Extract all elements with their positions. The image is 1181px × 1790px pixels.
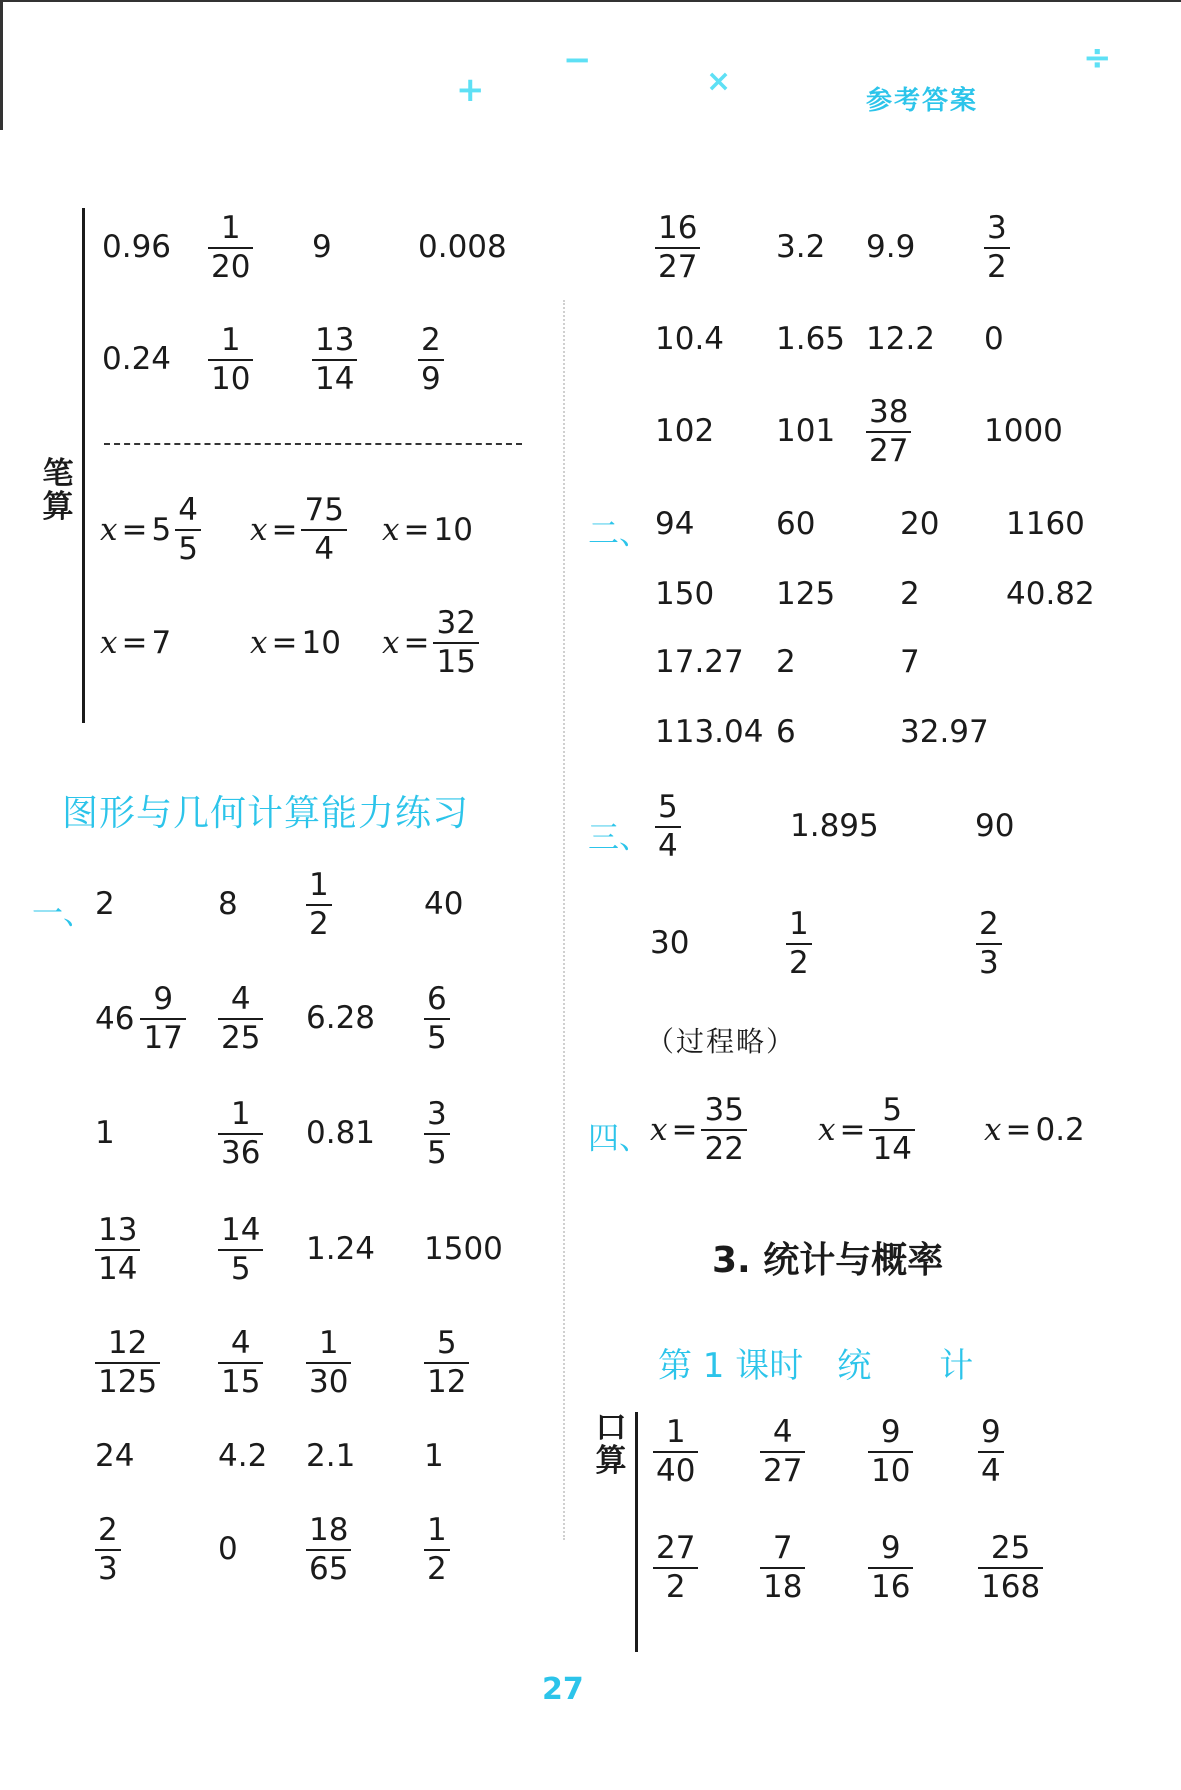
numerator: 1 <box>318 1325 339 1361</box>
denominator: 25 <box>221 1019 261 1056</box>
equation-answer <box>984 1093 1085 1167</box>
answer-value: 0.24 <box>102 341 172 377</box>
answer-value: 150 <box>655 576 715 612</box>
denominator: 3 <box>979 944 999 981</box>
denominator: 14 <box>98 1250 138 1287</box>
answer-value: 0.008 <box>418 229 507 265</box>
numerator: 2 <box>979 906 999 942</box>
part2-marker: 二、 <box>588 516 650 552</box>
answer-value: 32.97 <box>900 714 989 750</box>
answer-value: 9 <box>312 229 332 265</box>
equals-sign: = <box>839 1112 866 1148</box>
denominator: 4 <box>981 1452 1001 1489</box>
denominator: 16 <box>871 1568 911 1605</box>
answer-value: 30 <box>650 925 690 961</box>
numerator: 9 <box>880 1414 901 1450</box>
answer-value: 3.2 <box>776 229 826 265</box>
denominator: 5 <box>427 1134 447 1171</box>
answer-value: 1 <box>95 1115 115 1151</box>
header-title: 参考答案 <box>866 86 979 116</box>
denominator: 27 <box>869 432 909 469</box>
numerator: 27 <box>656 1530 696 1566</box>
answer-value: 102 <box>655 413 715 449</box>
denominator: 2 <box>427 1550 447 1587</box>
answer-value <box>653 1531 698 1604</box>
answer-value: 7 <box>900 644 920 680</box>
fraction <box>701 1093 746 1166</box>
lesson-title: 第 1 课时 统 计 <box>658 1346 974 1386</box>
denominator: 5 <box>178 531 198 567</box>
answer-value: 1500 <box>424 1231 503 1267</box>
numerator: 14 <box>221 1212 261 1248</box>
equation-answer <box>650 1093 747 1167</box>
answer-value <box>978 1415 1004 1488</box>
equals-sign: = <box>671 1112 698 1148</box>
numerator: 1 <box>789 906 809 942</box>
bisuan-label: 笔算 <box>42 456 74 525</box>
numerator: 13 <box>98 1212 138 1248</box>
answer-value: 2.1 <box>306 1438 356 1474</box>
answer-value <box>424 1097 450 1170</box>
denominator: 4 <box>314 531 335 567</box>
answer-value <box>306 868 332 941</box>
equals-sign: = <box>1005 1112 1032 1148</box>
page-number: 27 <box>542 1672 584 1707</box>
variable-x: x <box>100 625 118 661</box>
equals-sign: = <box>271 512 298 548</box>
value: 10 <box>301 625 341 661</box>
answer-value: 94 <box>655 506 695 542</box>
numerator: 6 <box>427 981 447 1017</box>
denominator: 5 <box>427 1019 447 1056</box>
answer-value: 1.65 <box>776 321 846 357</box>
variable-x: x <box>100 512 118 548</box>
fraction <box>301 493 346 566</box>
kousuan-label: 口算 <box>595 1410 627 1479</box>
numerator: 18 <box>309 1512 349 1548</box>
numerator: 75 <box>304 492 344 529</box>
top-left-border <box>0 0 3 130</box>
answer-value: 101 <box>776 413 836 449</box>
variable-x: x <box>250 625 268 661</box>
answer-value: 90 <box>975 808 1015 844</box>
answer-value: 6.28 <box>306 1000 376 1036</box>
answer-value <box>655 790 681 863</box>
answer-value <box>208 323 253 396</box>
top-border <box>0 0 1181 2</box>
answer-value <box>306 1513 351 1586</box>
answer-value: 125 <box>776 576 836 612</box>
section-title: 图形与几何计算能力练习 <box>62 793 470 834</box>
answer-value <box>760 1531 805 1604</box>
numerator: 35 <box>704 1092 744 1129</box>
answer-value: 2 <box>776 644 796 680</box>
variable-x: x <box>650 1112 668 1148</box>
denominator: 27 <box>763 1452 803 1489</box>
equation-answer <box>100 493 201 567</box>
answer-value <box>424 982 450 1055</box>
numerator: 5 <box>658 789 678 825</box>
dashed-separator <box>104 443 522 445</box>
denominator: 2 <box>665 1568 686 1605</box>
answer-value: 113.04 <box>655 714 764 750</box>
numerator: 5 <box>436 1325 457 1361</box>
numerator: 1 <box>230 1096 251 1132</box>
equation-answer <box>382 606 479 680</box>
part4-marker: 四、 <box>588 1121 650 1157</box>
answer-value <box>653 1415 698 1488</box>
denominator: 22 <box>704 1131 744 1167</box>
answer-value <box>424 1326 469 1399</box>
variable-x: x <box>382 625 400 661</box>
answer-value: 17.27 <box>655 644 744 680</box>
answer-value <box>978 1531 1043 1604</box>
answer-value <box>306 1326 351 1399</box>
answer-value: 2 <box>900 576 920 612</box>
answer-value: 40 <box>424 886 464 922</box>
fraction <box>140 982 185 1055</box>
answer-value <box>866 395 911 468</box>
answer-value: 40.82 <box>1006 576 1095 612</box>
denominator: 40 <box>656 1452 696 1489</box>
denominator: 4 <box>658 827 678 864</box>
answer-value: 20 <box>900 506 940 542</box>
answer-value: 10.4 <box>655 321 725 357</box>
equals-sign: = <box>403 625 430 661</box>
numerator: 1 <box>665 1414 686 1450</box>
denominator: 15 <box>436 644 476 680</box>
answer-value <box>868 1415 913 1488</box>
answer-value <box>218 1097 263 1170</box>
denominator: 36 <box>221 1134 261 1171</box>
denominator: 10 <box>211 360 251 397</box>
mixed-whole: 46 <box>95 1000 135 1037</box>
answer-value: 0 <box>984 321 1004 357</box>
chapter-title: 3. 统计与概率 <box>712 1240 944 1281</box>
equals-sign: = <box>121 512 148 548</box>
denominator: 65 <box>309 1550 349 1587</box>
answer-value: 1 <box>424 1438 444 1474</box>
answer-value: 12.2 <box>866 321 936 357</box>
answer-value <box>312 323 357 396</box>
numerator: 3 <box>987 210 1007 246</box>
numerator: 9 <box>981 1414 1001 1450</box>
answer-value: 60 <box>776 506 816 542</box>
denominator: 14 <box>872 1131 912 1167</box>
numerator: 2 <box>98 1512 118 1548</box>
answer-value <box>218 1213 263 1286</box>
answer-value: 4.2 <box>218 1438 268 1474</box>
column-divider <box>563 300 565 1540</box>
value: 7 <box>151 625 172 661</box>
denominator: 18 <box>763 1568 803 1605</box>
answer-value <box>984 211 1010 284</box>
denominator: 9 <box>421 360 441 397</box>
numerator: 4 <box>230 1325 251 1361</box>
fraction <box>433 606 478 679</box>
answer-value: 0.96 <box>102 229 172 265</box>
variable-x: x <box>382 512 400 548</box>
part1-marker: 一、 <box>32 896 94 932</box>
numerator: 1 <box>220 210 241 246</box>
numerator: 7 <box>772 1530 793 1566</box>
numerator: 1 <box>427 1512 447 1548</box>
equation-answer <box>100 606 171 680</box>
denominator: 12 <box>427 1363 467 1400</box>
numerator: 9 <box>153 981 174 1017</box>
denominator: 20 <box>211 248 251 285</box>
numerator: 1 <box>309 867 329 903</box>
denominator: 15 <box>221 1363 261 1400</box>
denominator: 5 <box>230 1250 251 1287</box>
numerator: 5 <box>882 1092 903 1129</box>
equals-sign: = <box>271 625 298 661</box>
answer-value <box>218 982 263 1055</box>
answer-value <box>208 211 253 284</box>
answer-value: 0 <box>218 1531 238 1567</box>
denominator: 2 <box>789 944 809 981</box>
kousuan-bracket-line <box>635 1412 638 1652</box>
denominator: 3 <box>98 1550 118 1587</box>
answer-value <box>655 211 700 284</box>
answer-value <box>760 1415 805 1488</box>
numerator: 3 <box>427 1096 447 1132</box>
denominator: 125 <box>98 1363 158 1400</box>
equation-answer <box>250 493 347 567</box>
variable-x: x <box>984 1112 1002 1148</box>
answer-value <box>786 907 812 980</box>
answer-value: 24 <box>95 1438 135 1474</box>
denominator: 2 <box>987 248 1007 285</box>
answer-value <box>218 1326 263 1399</box>
minus-decoration: − <box>563 40 592 80</box>
answer-value: 9.9 <box>866 229 916 265</box>
value: 10 <box>433 512 473 548</box>
bisuan-bracket-line <box>82 208 85 723</box>
answer-value <box>868 1531 913 1604</box>
answer-value: 0.81 <box>306 1115 376 1151</box>
answer-value: 8 <box>218 886 238 922</box>
times-decoration: × <box>706 64 732 99</box>
answer-value: 1000 <box>984 413 1063 449</box>
numerator: 4 <box>178 492 198 529</box>
numerator: 13 <box>315 322 355 358</box>
answer-value <box>976 907 1002 980</box>
numerator: 32 <box>436 605 476 642</box>
answer-value <box>95 1213 140 1286</box>
variable-x: x <box>250 512 268 548</box>
plus-decoration: + <box>456 70 485 110</box>
numerator: 38 <box>869 394 909 430</box>
numerator: 2 <box>421 322 441 358</box>
denominator: 27 <box>658 248 698 285</box>
denominator: 14 <box>315 360 355 397</box>
answer-value: 6 <box>776 714 796 750</box>
equation-answer <box>382 493 473 567</box>
answer-value: 1.895 <box>790 808 879 844</box>
value: 0.2 <box>1035 1112 1085 1148</box>
numerator: 4 <box>772 1414 793 1450</box>
denominator: 2 <box>309 905 329 942</box>
equals-sign: = <box>121 625 148 661</box>
denominator: 168 <box>981 1568 1041 1605</box>
fraction <box>869 1093 914 1166</box>
fraction <box>175 493 201 566</box>
answer-value <box>95 982 186 1055</box>
answer-value: 1160 <box>1006 506 1085 542</box>
mixed-whole: 5 <box>151 512 172 548</box>
numerator: 16 <box>658 210 698 246</box>
numerator: 12 <box>107 1325 148 1361</box>
divide-decoration: ÷ <box>1083 38 1112 78</box>
answer-value: 2 <box>95 886 115 922</box>
denominator: 10 <box>871 1452 911 1489</box>
variable-x: x <box>818 1112 836 1148</box>
numerator: 1 <box>220 322 241 358</box>
numerator: 9 <box>880 1530 901 1566</box>
answer-value <box>95 1326 160 1399</box>
answer-value <box>424 1513 450 1586</box>
equation-answer <box>250 606 341 680</box>
numerator: 4 <box>230 981 251 1017</box>
denominator: 30 <box>309 1363 349 1400</box>
answer-value: 1.24 <box>306 1231 376 1267</box>
process-note: （过程略） <box>646 1025 797 1058</box>
answer-value <box>418 323 444 396</box>
equals-sign: = <box>403 512 430 548</box>
numerator: 25 <box>990 1530 1031 1566</box>
denominator: 17 <box>143 1019 183 1056</box>
part3-marker: 三、 <box>588 820 650 856</box>
answer-value <box>95 1513 121 1586</box>
equation-answer <box>818 1093 915 1167</box>
